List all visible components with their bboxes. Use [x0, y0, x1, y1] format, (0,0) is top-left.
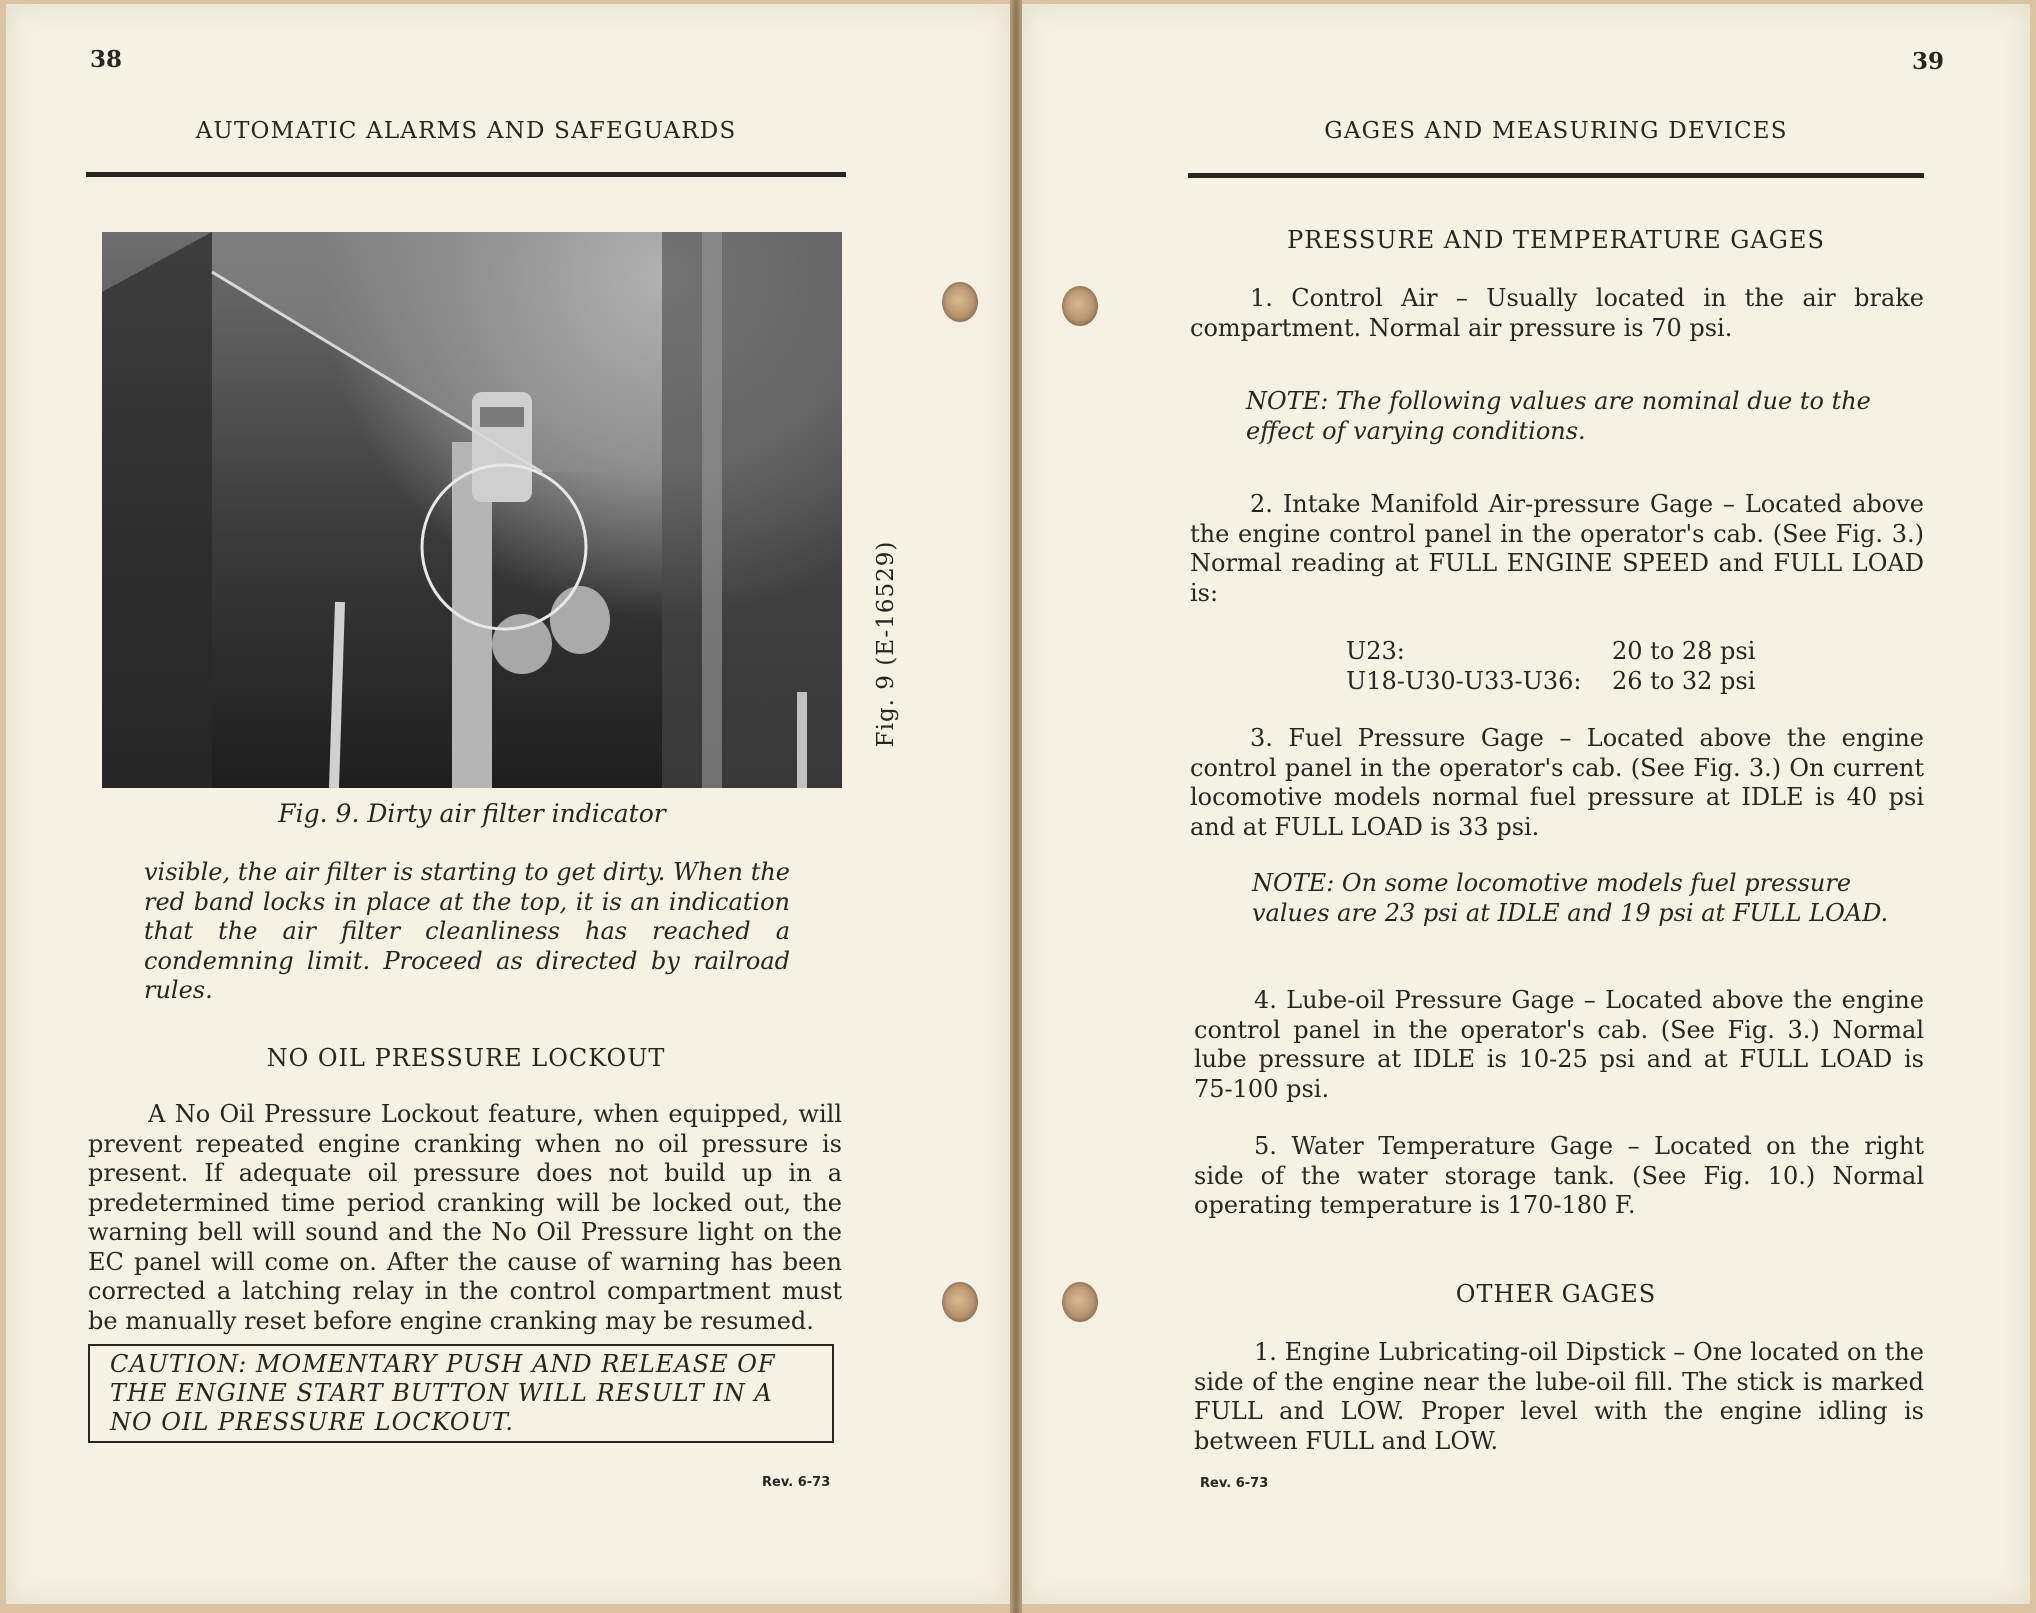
continued-paragraph: visible, the air filter is starting to get dirty. When the red band locks in place at the top, it is an indication that the air filter cleanliness has reached a condemning limit. Proceed as directed by railroad rules.	[144, 858, 790, 1004]
binder-hole-bottom	[942, 1282, 978, 1322]
page-number: 39	[1912, 48, 1945, 75]
item-lube-oil-pressure: 4. Lube-oil Pressure Gage – Located above the engine control panel in the operator's cab. (See Fig. 3.) Normal lube pressure at IDLE is 10-25 psi and at FULL LOAD is 75-100 psi.	[1194, 986, 1924, 1103]
figure-photo	[102, 232, 842, 788]
note-nominal-values: NOTE: The following values are nominal due to the effect of varying conditions.	[1246, 387, 1871, 445]
right-page	[1022, 4, 2030, 1604]
note-fuel-pressure: NOTE: On some locomotive models fuel pressure values are 23 psi at IDLE and 19 psi at FULL LOAD.	[1252, 869, 1889, 927]
book-gutter	[1010, 0, 1022, 1613]
revision-mark: Rev. 6-73	[1200, 1476, 1269, 1491]
reading-value: 20 to 28 psi	[1612, 637, 1756, 665]
reading-model: U18-U30-U33-U36:	[1346, 667, 1582, 695]
binder-hole-top	[1062, 286, 1098, 326]
item-fuel-pressure: 3. Fuel Pressure Gage – Located above the engine control panel in the operator's cab. (See Fig. 3.) On current locomotive models normal fuel pressure at IDLE is 40 psi and at FULL LOAD is 33 psi.	[1190, 724, 1924, 841]
item-water-temperature: 5. Water Temperature Gage – Located on the right side of the water storage tank. (See Fig. 10.) Normal operating temperature is 170-180 F.	[1194, 1132, 1924, 1219]
item-intake-manifold: 2. Intake Manifold Air-pressure Gage – Located above the engine control panel in the operator's cab. (See Fig. 3.) Normal reading at FULL ENGINE SPEED and FULL LOAD is:	[1190, 490, 1924, 607]
page-number: 38	[90, 46, 123, 73]
reading-model: U23:	[1346, 637, 1405, 665]
header-rule	[86, 172, 846, 177]
reading-row	[1346, 666, 1906, 696]
binder-hole-top	[942, 282, 978, 322]
side-figure-label: Fig. 9 (E-16529)	[873, 540, 899, 748]
figure-caption: Fig. 9. Dirty air filter indicator	[278, 799, 666, 828]
section-heading-pressure: PRESSURE AND TEMPERATURE GAGES	[1287, 226, 1825, 254]
section-heading-other: OTHER GAGES	[1455, 1280, 1657, 1308]
binder-hole-bottom	[1062, 1282, 1098, 1322]
revision-mark: Rev. 6-73	[762, 1475, 831, 1490]
left-page	[6, 4, 1010, 1604]
running-head: AUTOMATIC ALARMS AND SAFEGUARDS	[195, 118, 737, 144]
reading-row	[1346, 636, 1906, 666]
header-rule	[1188, 173, 1924, 178]
item-control-air: 1. Control Air – Usually located in the air brake compartment. Normal air pressure is 70 psi.	[1190, 284, 1924, 342]
running-head: GAGES AND MEASURING DEVICES	[1324, 118, 1788, 144]
item-dipstick: 1. Engine Lubricating-oil Dipstick – One located on the side of the engine near the lube-oil fill. The stick is marked FULL and LOW. Proper level with the engine idling is between FULL and LOW.	[1194, 1338, 1924, 1455]
reading-value: 26 to 32 psi	[1612, 667, 1756, 695]
caution-box: CAUTION: MOMENTARY PUSH AND RELEASE OF THE ENGINE START BUTTON WILL RESULT IN A NO OIL PRESSURE LOCKOUT.	[88, 1344, 834, 1443]
air-filter-indicator-photo	[102, 232, 842, 788]
section-heading: NO OIL PRESSURE LOCKOUT	[266, 1044, 666, 1072]
lockout-paragraph: A No Oil Pressure Lockout feature, when equipped, will prevent repeated engine cranking when no oil pressure is present. If adequate oil pressure does not build up in a predetermined time period cranking will be locked out, the warning bell will sound and the No Oil Pressure light on the EC panel will come on. After the cause of warning has been corrected a latching relay in the control compartment must be manually reset before engine cranking may be resumed.	[88, 1100, 842, 1335]
